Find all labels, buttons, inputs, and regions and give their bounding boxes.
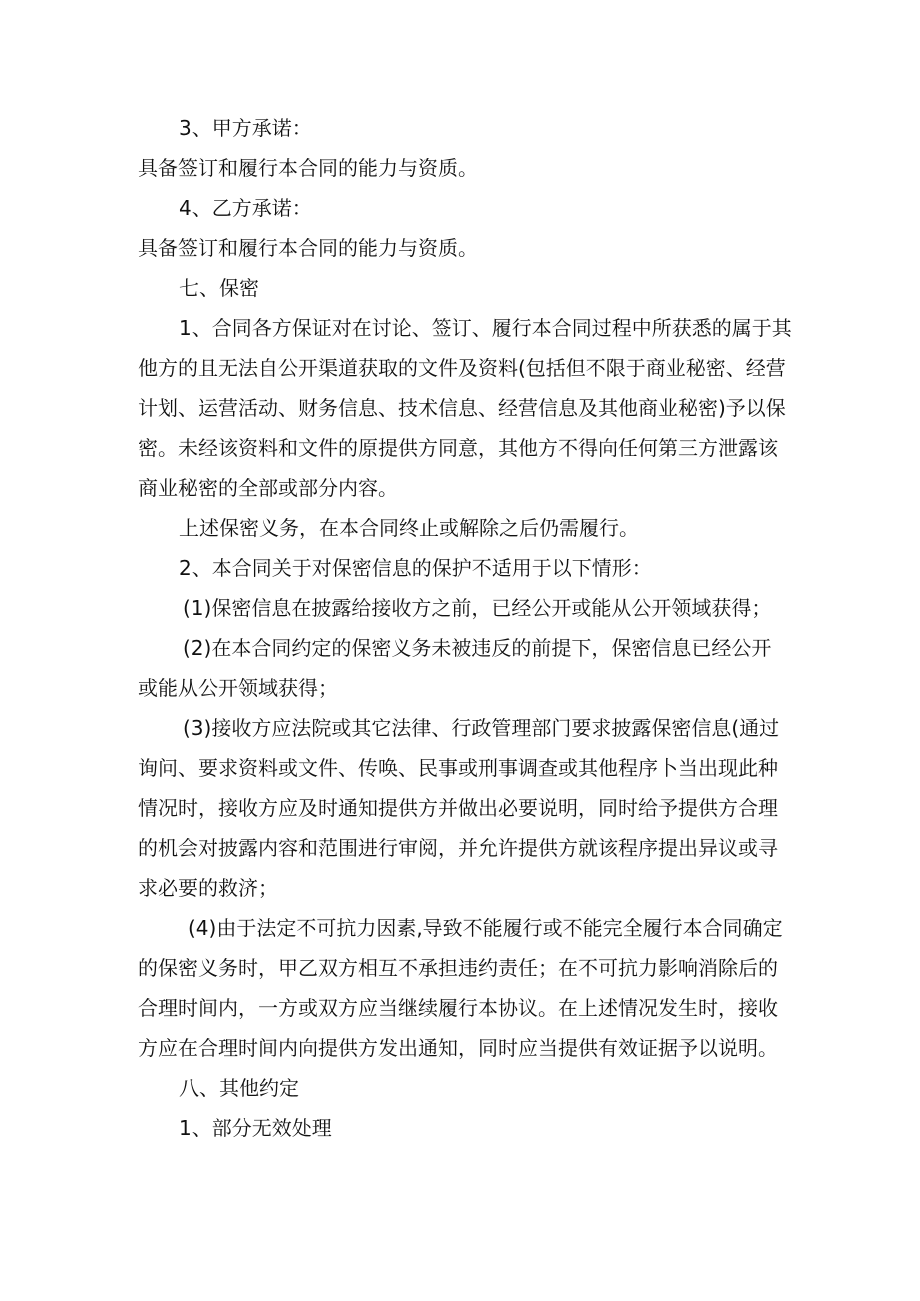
section-7-para-1-line-3: 计划、运营活动、财务信息、技术信息、经营信息及其他商业秘密)予以保 — [138, 396, 786, 420]
clause-4-text: 具备签订和履行本合同的能力与资质。 — [138, 236, 478, 260]
item-4-line-2: 的保密义务时，甲乙双方相互不承担违约责任；在不可抗力影响消除后的 — [138, 956, 778, 980]
item-3-line-3: 情况时，接收方应及时通知提供方并做出必要说明，同时给予提供方合理 — [138, 796, 778, 820]
item-1-line-1: (1)保密信息在披露给接收方之前，已经公开或能从公开领域获得； — [183, 596, 772, 620]
item-3-line-2: 询问、要求资料或文件、传唤、民事或刑事调查或其他程序卜当出现此种 — [138, 756, 778, 780]
item-3-line-5: 求必要的救济； — [138, 876, 278, 900]
section-7-heading: 七、保密 — [179, 276, 259, 300]
item-3-line-4: 的机会对披露内容和范围进行审阅，并允许提供方就该程序提出异议或寻 — [138, 836, 778, 860]
item-2-line-2: 或能从公开领域获得； — [138, 676, 338, 700]
clause-3-heading: 3、甲方承诺： — [179, 116, 312, 140]
document-body — [138, 108, 792, 1148]
item-4-line-4: 方应在合理时间内向提供方发出通知，同时应当提供有效证据予以说明。 — [138, 1036, 778, 1060]
clause-4-heading: 4、乙方承诺： — [179, 196, 312, 220]
section-7-para-2: 上述保密义务，在本合同终止或解除之后仍需履行。 — [179, 516, 639, 540]
section-8-heading: 八、其他约定 — [179, 1076, 299, 1100]
item-4-line-3: 合理时间内，一方或双方应当继续履行本协议。在上述情况发生时，接收 — [138, 996, 778, 1020]
section-7-para-1-line-2: 他方的且无法自公开渠道获取的文件及资料(包括但不限于商业秘密、经营 — [138, 356, 786, 380]
section-7-para-3: 2、本合同关于对保密信息的保护不适用于以下情形： — [179, 556, 652, 580]
clause-3-text: 具备签订和履行本合同的能力与资质。 — [138, 156, 478, 180]
item-4-line-1: (4)由于法定不可抗力因素,导致不能履行或不能完全履行本合同确定 — [188, 916, 783, 940]
item-3-line-1: (3)接收方应法院或其它法律、行政管理部门要求披露保密信息(通过 — [183, 716, 780, 740]
section-7-para-1-line-1: 1、合同各方保证对在讨论、签订、履行本合同过程中所获悉的属于其 — [179, 316, 792, 340]
section-7-para-1-line-4: 密。未经该资料和文件的原提供方同意，其他方不得向任何第三方泄露该 — [138, 436, 778, 460]
section-8-clause-1-heading: 1、部分无效处理 — [179, 1116, 332, 1140]
section-7-para-1-line-5: 商业秘密的全部或部分内容。 — [138, 476, 398, 500]
item-2-line-1: (2)在本合同约定的保密义务未被违反的前提下，保密信息已经公开 — [183, 636, 772, 660]
